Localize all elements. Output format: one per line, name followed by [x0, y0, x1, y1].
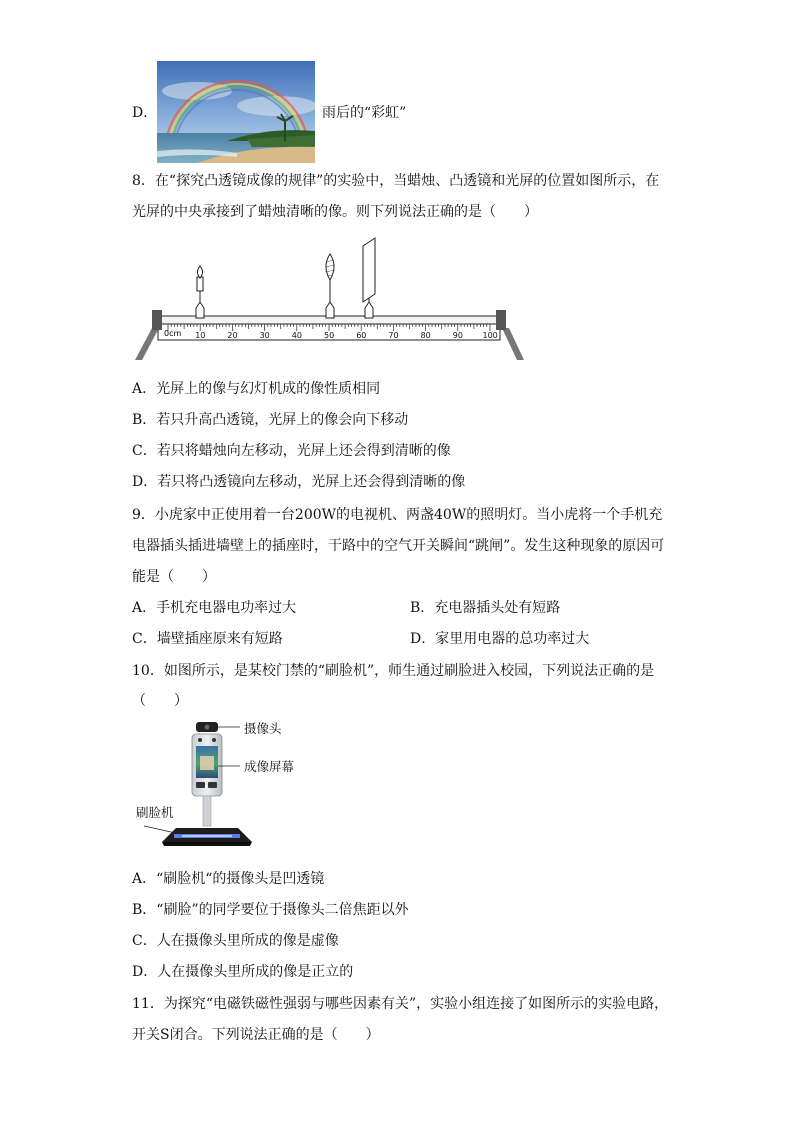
bench-unit-label: 0cm	[164, 329, 182, 338]
q7-option-d-letter: D．	[132, 105, 158, 121]
q8-option-d: D．若只将凸透镜向左移动，光屏上还会得到清晰的像	[132, 474, 466, 490]
q8-option-b: B．若只升高凸透镜，光屏上的像会向下移动	[132, 412, 409, 428]
q11-stem-line1: 11．为探究“电磁铁磁性强弱与哪些因素有关”，实验小组连接了如图所示的实验电路，	[132, 996, 669, 1012]
q10-stem-line2: （ ）	[132, 693, 188, 709]
q10-option-c: C．人在摄像头里所成的像是虚像	[132, 933, 339, 949]
q7-option-d-text: 雨后的“彩虹”	[322, 105, 407, 121]
bench-tick-label: 70	[388, 331, 399, 340]
rainbow-photo	[157, 61, 315, 163]
q8-option-a: A．光屏上的像与幻灯机成的像性质相同	[132, 381, 381, 397]
q9-option-a: A．手机充电器电功率过大	[132, 600, 297, 616]
q9-stem-line2: 电器插头插进墙壁上的插座时，干路中的空气开关瞬间“跳闸”。发生这种现象的原因可	[132, 538, 665, 554]
candle	[196, 266, 204, 318]
bench-tick-label: 80	[420, 331, 431, 340]
bench-tick-label: 40	[291, 331, 302, 340]
light-screen	[363, 238, 375, 318]
label-camera: 摄像头	[244, 721, 282, 736]
bench-tick-label: 90	[452, 331, 463, 340]
q9-option-c: C．墙壁插座原来有短路	[132, 631, 283, 647]
q10-option-a: A．“刷脸机“的摄像头是凹透镜	[132, 871, 325, 887]
q8-option-c: C．若只将蜡烛向左移动，光屏上还会得到清晰的像	[132, 443, 451, 459]
q10-option-d: D．人在摄像头里所成的像是正立的	[132, 964, 354, 980]
q10-stem-line1: 10．如图所示，是某校门禁的“刷脸机”，师生通过刷脸进入校园，下列说法正确的是	[132, 663, 655, 679]
q9-option-b: B．充电器插头处有短路	[410, 600, 561, 616]
bench-tick-label: 10	[195, 331, 206, 340]
q9-stem-line1: 9．小虎家中正使用着一台200W的电视机、两盏40W的照明灯。当小虎将一个手机充	[132, 507, 663, 523]
bench-tick-label: 30	[259, 331, 270, 340]
optical-bench-figure	[132, 232, 532, 362]
convex-lens	[325, 254, 335, 318]
bench-tick-label: 60	[356, 331, 367, 340]
label-machine: 刷脸机	[136, 805, 174, 820]
bench-tick-label: 50	[324, 331, 335, 340]
face-scanner-figure	[132, 716, 312, 854]
q10-option-b: B．“刷脸”的同学要位于摄像头二倍焦距以外	[132, 902, 409, 918]
label-screen: 成像屏幕	[244, 759, 295, 774]
q9-stem-line3: 能是（ ）	[132, 569, 216, 585]
bench-tick-label: 100	[482, 331, 498, 340]
q9-option-d: D．家里用电器的总功率过大	[410, 631, 590, 647]
q8-stem-line1: 8．在“探究凸透镜成像的规律”的实验中，当蜡烛、凸透镜和光屏的位置如图所示，在	[132, 173, 660, 189]
bench-tick-label: 20	[227, 331, 238, 340]
q8-stem-line2: 光屏的中央承接到了蜡烛清晰的像。则下列说法正确的是（ ）	[132, 204, 538, 220]
q11-stem-line2: 开关S闭合。下列说法正确的是（ ）	[132, 1027, 380, 1043]
